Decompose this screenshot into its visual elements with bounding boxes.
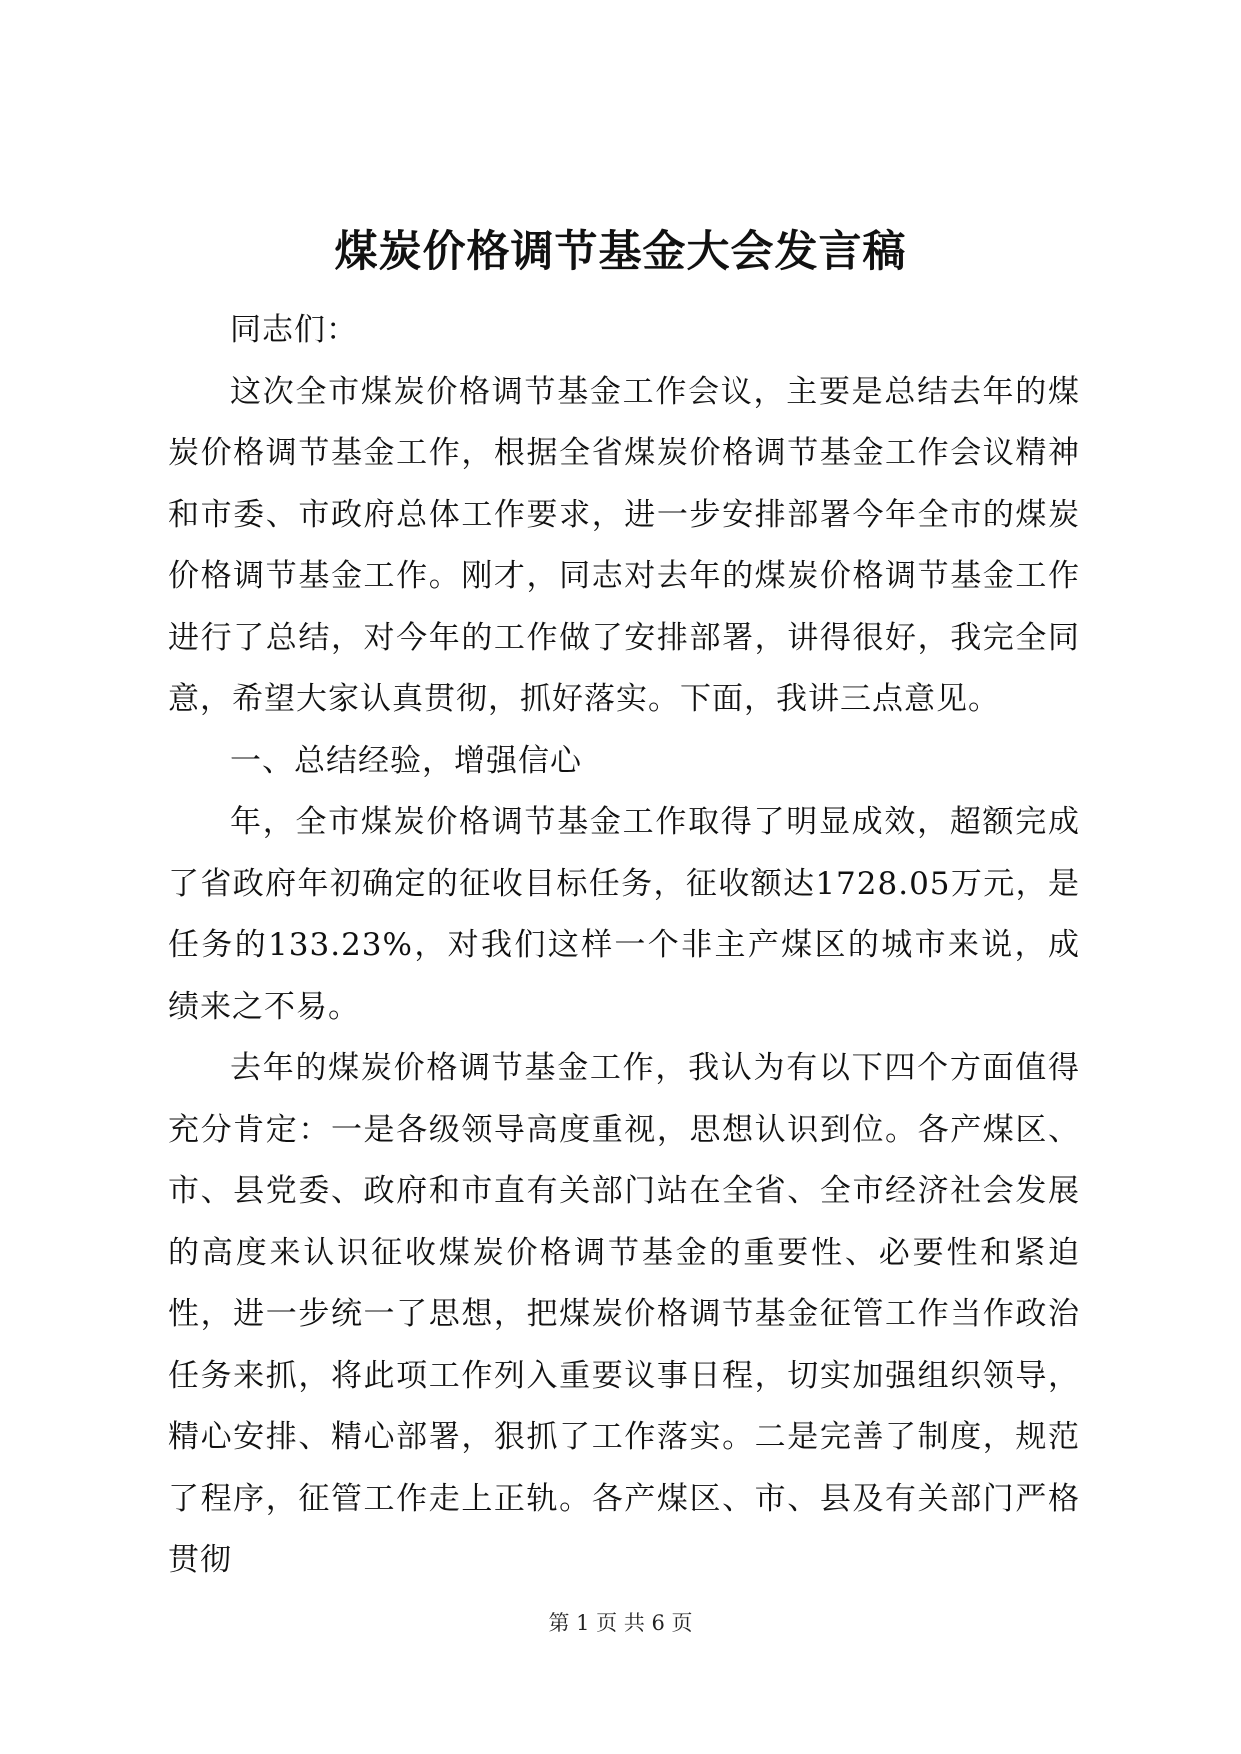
document-title: 煤炭价格调节基金大会发言稿 [334, 227, 907, 277]
results-paragraph: 年，全市煤炭价格调节基金工作取得了明显成效，超额完成了省政府年初确定的征收目标任务，征收额达1728.05万元，是任务的133.23%，对我们这样一个非主产煤区的城市来说，成绩来之不易。 [168, 804, 1080, 1025]
intro-paragraph: 这次全市煤炭价格调节基金工作会议，主要是总结去年的煤炭价格调节基金工作，根据全省煤炭价格调节基金工作会议精神和市委、市政府总体工作要求，进一步安排部署今年全市的煤炭价格调节基金工作。刚才，同志对去年的煤炭价格调节基金工作进行了总结，对今年的工作做了安排部署，讲得很好，我完全同意，希望大家认真贯彻，抓好落实。下面，我讲三点意见。 [168, 373, 1080, 717]
review-paragraph: 去年的煤炭价格调节基金工作，我认为有以下四个方面值得充分肯定：一是各级领导高度重视，思想认识到位。各产煤区、市、县党委、政府和市直有关部门站在全省、全市经济社会发展的高度来认识征收煤炭价格调节基金的重要性、必要性和紧迫性，进一步统一了思想，把煤炭价格调节基金征管工作当作政治任务来抓，将此项工作列入重要议事日程，切实加强组织领导，精心安排、精心部署，狠抓了工作落实。二是完善了制度，规范了程序，征管工作走上正轨。各产煤区、市、县及有关部门严格贯彻 [168, 1050, 1080, 1578]
page-number-footer: 第 1 页 共 6 页 [548, 1611, 693, 1635]
document-body [168, 300, 1080, 1592]
salutation-paragraph: 同志们： [230, 312, 358, 348]
section-heading: 一、总结经验，增强信心 [230, 742, 582, 779]
